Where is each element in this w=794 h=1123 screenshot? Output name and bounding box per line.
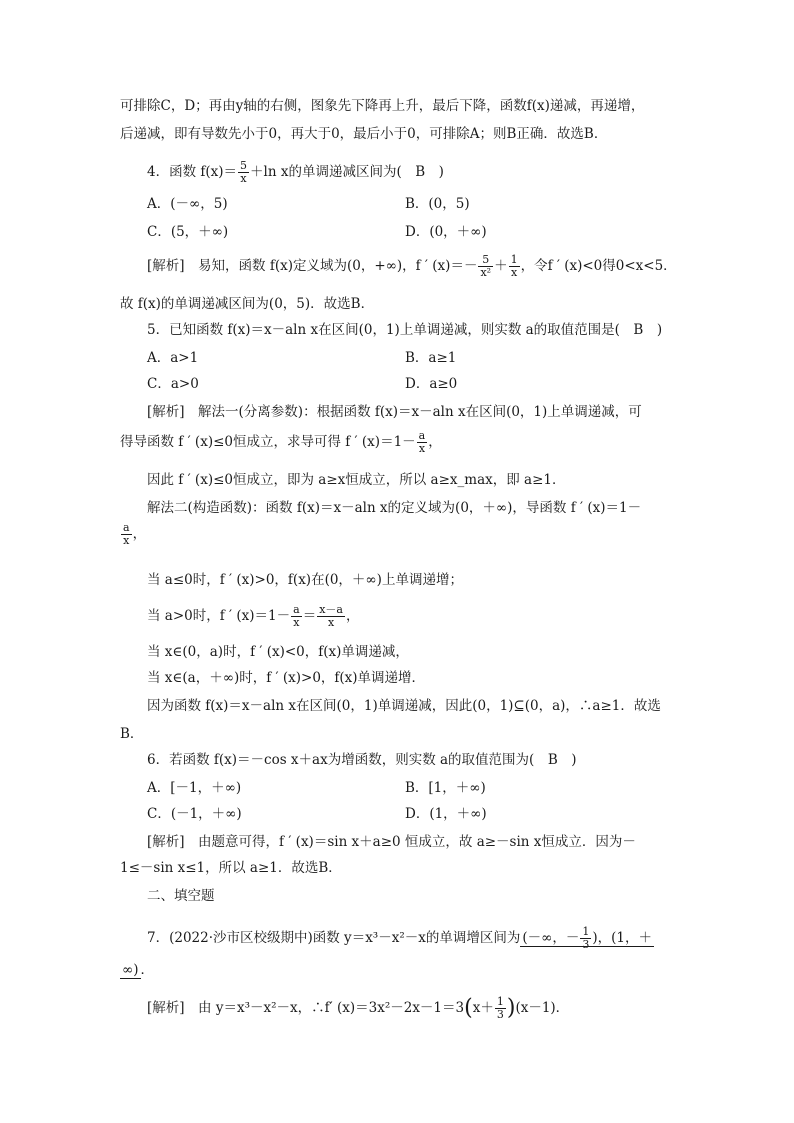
option-d: D．(1，＋∞) [405,806,487,822]
question-7: 7．(2022·沙市区校级期中)函数 y＝x³－x²－x的单调增区间为 (－∞，－ $\frac{1}{3}$ )，(1，＋ [147,925,652,951]
fraction: $\frac{1}{3}$ [582,925,590,951]
answer-blank: (－∞，－ $\frac{1}{3}$ )，(1，＋ [522,925,652,951]
solution-line: $\frac{a}{x}$ ， [123,521,147,547]
option-d: D．a≥0 [405,376,458,392]
solution-line: 因此 f ′ (x)≤0恒成立，即为 a≥x恒成立，所以 a≥x_max，即 a≥1． [147,472,566,488]
solution-line: 当 x∈(a，＋∞)时，f ′ (x)>0，f(x)单调递增． [147,670,426,686]
text-line: 后递减，即有导数先小于0，再大于0，最后小于0，可排除A；则B正确．故选B． [120,126,608,142]
solution-line: [解析] 解法一(分离参数)：根据函数 f(x)＝x－aln x在区间(0，1)上单调递减，可 [147,404,642,420]
solution-line: 因为函数 f(x)＝x－aln x在区间(0，1)单调递减，因此(0，1)⊆(0，a)，∴a≥1．故选 [147,698,661,714]
solution-line: [解析] 由 y＝x³－x²－x，∴f′ (x)＝3x²－2x－1＝3(x＋ $\frac{1}{3}$ )(x－1)． [147,995,570,1021]
option-b: B．[1，＋∞) [405,780,486,796]
solution-line: 当 a≤0时，f ′ (x)>0，f(x)在(0，＋∞)上单调递增； [147,572,463,588]
solution-line: 当 a>0时，f ′ (x)＝1－ $\frac{a}{x}$ ＝ $\frac{x-a}{x}$ ， [147,603,360,629]
fraction: $\frac{1}{x}$ [510,253,518,279]
solution-line: [解析] 易知，函数 f(x)定义域为(0，+∞)，f ′ (x)＝－ $\frac{5}{\text{x²}}$ ＋ $\frac{1}{x}$ ，令f ′ (x)<0得0<x<5． [147,253,677,279]
fraction: $\frac{a}{x}$ [293,603,300,629]
solution-line: B． [120,726,144,742]
fraction: $\frac{a}{x}$ [123,521,130,547]
option-a: A．a>1 [147,350,199,366]
option-b: B．(0，5) [405,196,470,212]
option-c: C．a>0 [147,376,199,392]
solution-line: 解法二(构造函数)：函数 f(x)＝x－aln x的定义域为(0，＋∞)，导函数 f ′ (x)＝1－ [147,500,642,516]
fraction: $\frac{x-a}{x}$ [319,603,343,629]
question-4: 4．函数 f(x)＝ $\frac{5}{x}$ ＋ln x的单调递减区间为( B ) [147,159,444,185]
question-6: 6．若函数 f(x)＝－cos x＋ax为增函数，则实数 a的取值范围为( B ) [147,752,577,768]
answer-continuation: ∞) ． [122,962,155,978]
question-5: 5．已知函数 f(x)＝x－aln x在区间(0，1)上单调递减，则实数 a的取值范围是( B ) [147,322,663,338]
option-a: A．(－∞，5) [147,196,228,212]
option-c: C．(－1，＋∞) [147,806,242,822]
solution-line: 1≤－sin x≤1，所以 a≥1．故选B． [120,860,342,876]
section-heading: 二、填空题 [147,888,215,904]
option-d: D．(0，＋∞) [405,224,487,240]
fraction: $\frac{5}{x}$ [240,159,248,185]
solution-line: 当 x∈(0，a)时，f ′ (x)<0，f(x)单调递减， [147,644,409,660]
solution-line: 得导函数 f ′ (x)≤0恒成立，求导可得 f ′ (x)＝1－ $\frac{a}{x}$ ， [120,429,442,455]
solution-line: 故 f(x)的单调递减区间为(0，5)．故选B． [120,296,375,312]
solution-line: [解析] 由题意可得，f ′ (x)＝sin x＋a≥0 恒成立，故 a≥－sin x恒成立．因为－ [147,834,636,850]
text-line: 可排除C，D；再由y轴的右侧，图象先下降再上升，最后下降，函数f(x)递减，再递增， [120,98,645,114]
fraction: $\frac{1}{3}$ [496,995,504,1021]
fraction: $\frac{a}{x}$ [418,429,426,455]
option-b: B．a≥1 [405,350,457,366]
option-a: A．[－1，＋∞) [147,780,242,796]
fraction: $\frac{5}{\text{x²}}$ [480,253,492,279]
option-c: C．(5，＋∞) [147,224,229,240]
